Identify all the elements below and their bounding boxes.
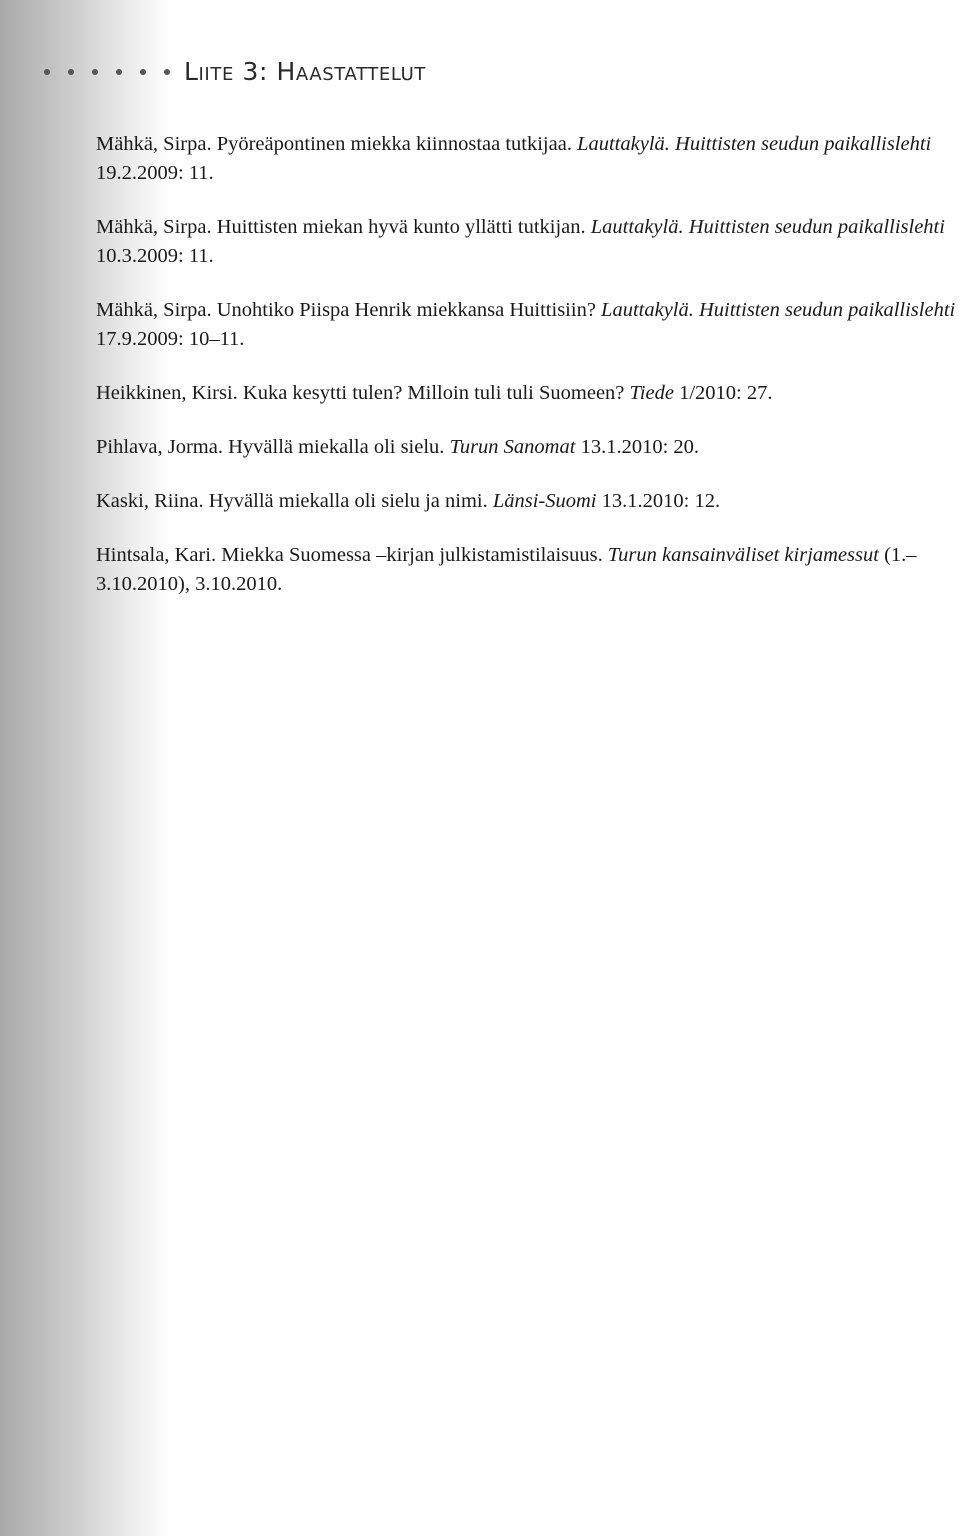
reference-publication: Tiede bbox=[629, 382, 674, 404]
reference-entry bbox=[96, 130, 956, 188]
bullet-dots bbox=[44, 69, 170, 75]
page-title: Liite 3: Haastattelut bbox=[184, 57, 426, 86]
bullet-dot-icon bbox=[164, 69, 170, 75]
reference-entry bbox=[96, 433, 956, 462]
reference-date: 13.1.2010: 20. bbox=[580, 436, 700, 458]
reference-entry bbox=[96, 296, 956, 354]
reference-date: (1.–3.10.2010), 3.10.2010. bbox=[96, 544, 917, 595]
reference-title: Miekka Suomessa –kirjan julkistamistilaisuus. bbox=[221, 544, 603, 566]
bullet-dot-icon bbox=[116, 69, 122, 75]
reference-list bbox=[96, 130, 956, 624]
reference-publication: Länsi-Suomi bbox=[492, 490, 597, 512]
reference-author: Mähkä, Sirpa. bbox=[96, 133, 212, 155]
reference-publication: Lauttakylä. Huittisten seudun paikallislehti bbox=[577, 133, 932, 155]
bullet-dot-icon bbox=[68, 69, 74, 75]
reference-title: Hyvällä miekalla oli sielu ja nimi. bbox=[208, 490, 488, 512]
reference-publication: Turun Sanomat bbox=[449, 436, 576, 458]
reference-date: 13.1.2010: 12. bbox=[601, 490, 721, 512]
reference-entry bbox=[96, 379, 956, 408]
reference-title: Kuka kesytti tulen? Milloin tuli tuli Suomeen? bbox=[242, 382, 625, 404]
section-header bbox=[44, 56, 426, 88]
reference-date: 1/2010: 27. bbox=[679, 382, 773, 404]
reference-author: Mähkä, Sirpa. bbox=[96, 299, 212, 321]
reference-date: 17.9.2009: 10–11. bbox=[96, 328, 245, 350]
reference-author: Pihlava, Jorma. bbox=[96, 436, 223, 458]
reference-entry bbox=[96, 487, 956, 516]
bullet-dot-icon bbox=[92, 69, 98, 75]
reference-publication: Lauttakylä. Huittisten seudun paikallislehti bbox=[601, 299, 956, 321]
reference-title: Huittisten miekan hyvä kunto yllätti tutkijan. bbox=[216, 216, 586, 238]
reference-author: Mähkä, Sirpa. bbox=[96, 216, 212, 238]
reference-title: Unohtiko Piispa Henrik miekkansa Huittisiin? bbox=[216, 299, 596, 321]
reference-date: 10.3.2009: 11. bbox=[96, 245, 214, 267]
reference-author: Heikkinen, Kirsi. bbox=[96, 382, 238, 404]
reference-author: Hintsala, Kari. bbox=[96, 544, 217, 566]
reference-publication: Lauttakylä. Huittisten seudun paikallislehti bbox=[590, 216, 945, 238]
reference-title: Hyvällä miekalla oli sielu. bbox=[228, 436, 445, 458]
reference-date: 19.2.2009: 11. bbox=[96, 162, 214, 184]
bullet-dot-icon bbox=[44, 69, 50, 75]
reference-title: Pyöreäpontinen miekka kiinnostaa tutkijaa. bbox=[216, 133, 572, 155]
reference-publication: Turun kansainväliset kirjamessut bbox=[607, 544, 879, 566]
reference-entry bbox=[96, 541, 956, 599]
reference-entry bbox=[96, 213, 956, 271]
reference-author: Kaski, Riina. bbox=[96, 490, 204, 512]
bullet-dot-icon bbox=[140, 69, 146, 75]
